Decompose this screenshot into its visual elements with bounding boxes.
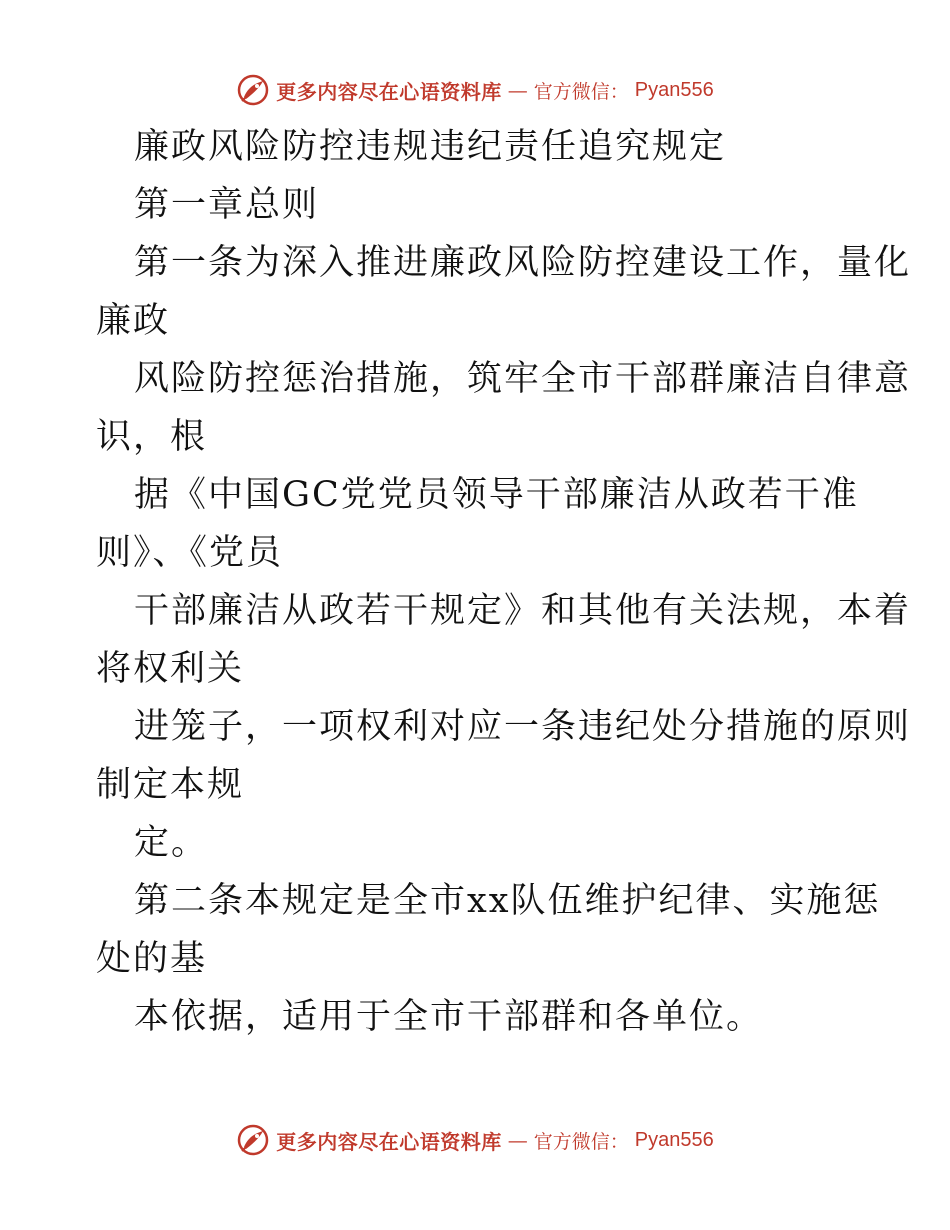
pen-logo-icon: [236, 1123, 270, 1157]
document-line: 处的基: [96, 939, 208, 979]
document-line: 风险防控惩治措施，筑牢全市干部群廉洁自律意: [134, 359, 912, 399]
footer-dash: —: [507, 1128, 528, 1152]
document-line: 廉政: [96, 301, 171, 341]
footer-sub-text: 官方微信：: [533, 1130, 629, 1153]
footer-watermark: [0, 1120, 950, 1160]
document-line: 本依据，适用于全市干部群和各单位。: [134, 997, 764, 1037]
document-line: 进笼子，一项权利对应一条违纪处分措施的原则: [134, 707, 912, 747]
document-line: 则》、《党员: [96, 533, 284, 573]
header-watermark-inner: [236, 73, 713, 107]
header-brand-text: 更多内容尽在心语资料库: [276, 79, 502, 104]
footer-brand-text: 更多内容尽在心语资料库: [276, 1129, 502, 1154]
header-dash: —: [507, 78, 528, 102]
document-line: 识，根: [96, 417, 208, 457]
document-line: 第一章总则: [134, 185, 320, 225]
header-sub-text: 官方微信：: [533, 80, 629, 103]
document-body: [96, 118, 912, 1046]
document-line: 第二条本规定是全市xx队伍维护纪律、实施惩: [134, 881, 881, 921]
header-account: Pyan556: [634, 78, 714, 101]
header-watermark: [0, 70, 950, 110]
document-line: 廉政风险防控违规违纪责任追究规定: [134, 127, 727, 167]
document-line: 据《中国GC党党员领导干部廉洁从政若干准: [134, 475, 859, 515]
document-line: 干部廉洁从政若干规定》和其他有关法规，本着: [134, 591, 912, 631]
pen-logo-icon: [236, 73, 270, 107]
document-line: 制定本规: [96, 765, 245, 805]
document-line: 将权利关: [96, 649, 245, 689]
footer-account: Pyan556: [634, 1128, 714, 1151]
footer-watermark-inner: [236, 1123, 713, 1157]
document-line: 第一条为深入推进廉政风险防控建设工作，量化: [134, 243, 912, 283]
document-line: 定。: [134, 823, 209, 863]
